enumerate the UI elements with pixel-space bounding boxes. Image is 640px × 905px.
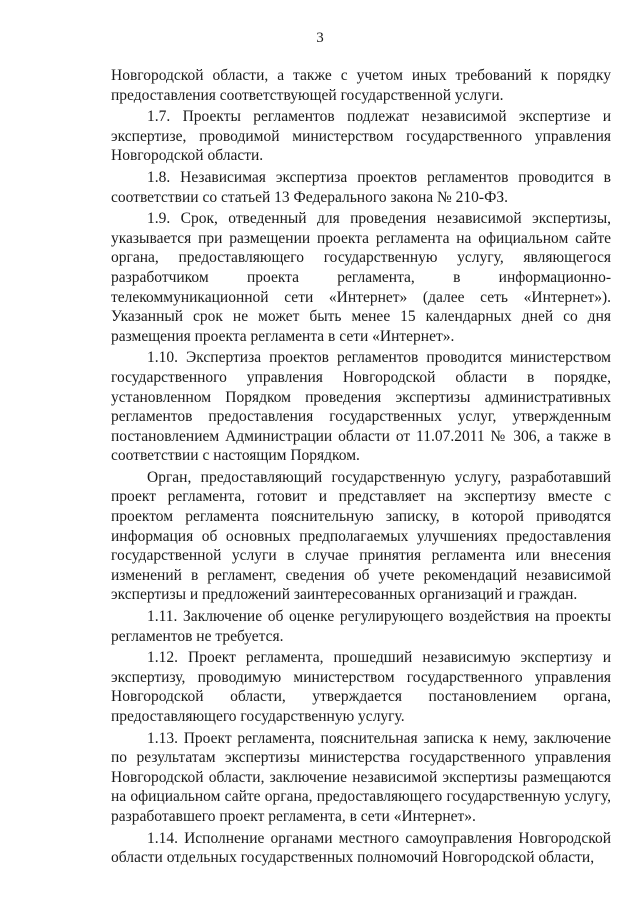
paragraph-1-12: 1.12. Проект регламента, прошедший независимую экспертизу и экспертизу, проводимую министерством государственного управления Новгородской области, утверждается постановлением органа, предоставляющего государственную услугу. [111, 649, 611, 725]
paragraph-continuation: Новгородской области, а также с учетом иных требований к порядку предоставления соответствующей государственной услуги. [111, 67, 611, 104]
paragraph-1-7: 1.7. Проекты регламентов подлежат независимой экспертизе и экспертизе, проводимой министерством государственного управления Новгородской области. [111, 108, 611, 165]
paragraph-1-13: 1.13. Проект регламента, пояснительная записка к нему, заключение по результатам экспертизы министерства государственного управления Новгородской области, заключение независимой экспертизы размещаются на официальном сайте органа, предоставляющего государственную услугу, разработавшего проект регламента, в сети «Интернет». [111, 729, 611, 825]
paragraph-1-10: 1.10. Экспертиза проектов регламентов проводится министерством государственного управления Новгородской области в порядке, установленном Порядком проведения экспертизы административных регламентов предоставления государственных услуг, утвержденным постановлением Администрации области от 11.07.2011 № 306, а также в соответствии с настоящим Порядком. [111, 349, 611, 465]
document-body [111, 66, 611, 870]
paragraph-explanatory-note: Орган, предоставляющий государственную услугу, разработавший проект регламента, готовит и представляет на экспертизу вместе с проектом регламента пояснительную записку, в которой приводятся информация об основных предполагаемых улучшениях предоставления государственной услуги в случае принятия регламента или внесения изменений в регламент, сведения об учете рекомендаций независимой экспертизы и предложений заинтересованных организаций и граждан. [111, 468, 611, 604]
paragraph-1-8: 1.8. Независимая экспертиза проектов регламентов проводится в соответствии со статьей 13 Федерального закона № 210-ФЗ. [111, 168, 611, 206]
paragraph-1-14: 1.14. Исполнение органами местного самоуправления Новгородской области отдельных государственных полномочий Новгородской области, [111, 829, 611, 867]
page-number: 3 [316, 30, 324, 46]
paragraph-1-11: 1.11. Заключение об оценке регулирующего воздействия на проекты регламентов не требуется. [111, 608, 611, 645]
paragraph-1-9: 1.9. Срок, отведенный для проведения независимой экспертизы, указывается при размещении проекта регламента на официальном сайте органа, предоставляющего государственную услугу, являющегося разработчиком проекта регламента, в информационно-телекоммуникационной сети «Интернет» (далее сеть «Интернет»). Указанный срок не может быть менее 15 календарных дней со дня размещения проекта регламента в сети «Интернет». [111, 210, 611, 345]
